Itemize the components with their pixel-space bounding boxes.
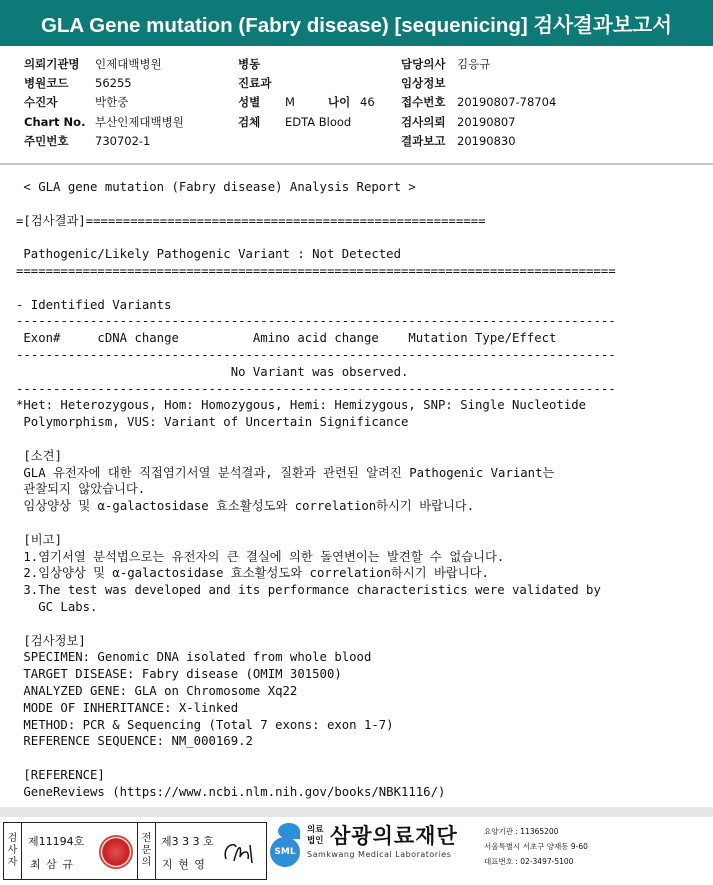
header-field-value: 46 xyxy=(360,95,375,109)
report-line: GLA 유전자에 대한 직접염기서열 분석결과, 질환과 관련된 알려진 Pathogenic Variant는 xyxy=(16,465,555,480)
header-field-label: 주민번호 xyxy=(24,134,69,148)
sml-logo-icon: SML xyxy=(270,837,300,867)
header-field xyxy=(24,115,184,129)
org-name: 삼광의료재단 xyxy=(330,824,458,848)
org-info: 요양기관 : 11365200 서울특별시 서초구 양재동 9-60 대표번호 : 02-3497-5100 xyxy=(484,827,588,866)
report-line xyxy=(16,750,616,767)
report-line: 3.The test was developed and its performance characteristics were validated by xyxy=(16,583,601,598)
examiner-name: 최 삼 규 xyxy=(30,858,74,871)
report-line: REFERENCE SEQUENCE: NM_000169.2 xyxy=(16,734,253,749)
report-line: MODE OF INHERITANCE: X-linked xyxy=(16,700,239,715)
header-field-value: 인제대백병원 xyxy=(95,57,162,71)
report-line xyxy=(16,431,616,448)
header-field xyxy=(24,95,128,109)
header-field-value: 20190807-78704 xyxy=(457,95,557,109)
report-line: Pathogenic/Likely Pathogenic Variant : Not Detected xyxy=(16,247,401,262)
label-specialist: 전 문 의 xyxy=(137,823,156,879)
report-line: --------------------------------------------------------------------------------- xyxy=(16,347,616,362)
header-field xyxy=(401,115,516,129)
report-line: --------------------------------------------------------------------------------- xyxy=(16,314,616,329)
org-english-name: Samkwang Medical Laboratories xyxy=(307,850,452,859)
specialist-license: 제3 3 3 호 xyxy=(161,835,214,848)
footer-band xyxy=(0,807,713,817)
header-field xyxy=(24,57,162,71)
header-field-label: 성별 xyxy=(238,95,261,109)
header-field-value: 김응규 xyxy=(457,57,491,71)
header-field-label: 접수번호 xyxy=(401,95,446,109)
report-line: No Variant was observed. xyxy=(16,364,409,379)
header-field xyxy=(24,134,150,148)
header-field xyxy=(238,76,285,90)
report-line: GC Labs. xyxy=(16,599,98,614)
label-examiner: 검 사 자 xyxy=(4,823,22,879)
header-field-label: 검체 xyxy=(238,115,261,129)
header-field-value: 20190830 xyxy=(457,134,516,148)
header-field xyxy=(401,76,457,90)
header-field-value: 부산인제대백병원 xyxy=(95,115,184,129)
header-field xyxy=(238,115,351,129)
report-line: METHOD: PCR & Sequencing (Total 7 exons: exon 1-7) xyxy=(16,717,394,732)
report-line: *Het: Heterozygous, Hom: Homozygous, Hemi: Hemizygous, SNP: Single Nucleotide xyxy=(16,398,587,413)
header-field-label: 의뢰기관명 xyxy=(24,57,80,71)
header-field-value: 박한중 xyxy=(95,95,129,109)
report-line: Polymorphism, VUS: Variant of Uncertain Significance xyxy=(16,415,409,430)
report-line: SPECIMEN: Genomic DNA isolated from whole blood xyxy=(16,650,372,665)
report-line: [비고] xyxy=(16,532,62,547)
header-field xyxy=(401,95,556,109)
footer xyxy=(0,817,713,885)
header-field-label: 검사의뢰 xyxy=(401,115,446,129)
report-line: 2.임상양상 및 α-galactosidase 효소활성도와 correlation하시기 바랍니다. xyxy=(16,566,489,581)
header-field-label: 담당의사 xyxy=(401,57,446,71)
report-line: < GLA gene mutation (Fabry disease) Analysis Report > xyxy=(16,180,416,194)
report-line: GeneReviews (https://www.ncbi.nlm.nih.gov/books/NBK1116/) xyxy=(16,784,446,799)
org-prefix: 의료 법인 xyxy=(307,825,324,846)
examiner-license: 제11194호 xyxy=(28,835,85,848)
report-line xyxy=(16,280,616,297)
report-line: [소견] xyxy=(16,448,62,463)
header-field-value: 20190807 xyxy=(457,115,516,129)
header-field-value: 56255 xyxy=(95,76,132,90)
report-line: 관찰되지 않았습니다. xyxy=(16,482,146,497)
header-field-label: 나이 xyxy=(328,95,351,109)
report-line: 1.염기서열 분석법으로는 유전자의 큰 결실에 의한 돌연변이는 발견할 수 없습니다. xyxy=(16,549,505,564)
specialist-name: 지 현 영 xyxy=(162,858,206,871)
header-field xyxy=(401,57,490,71)
header-field xyxy=(401,134,516,148)
report-line: 임상양상 및 α-galactosidase 효소활성도와 correlation하시기 바랍니다. xyxy=(16,499,475,514)
report-line: TARGET DISEASE: Fabry disease (OMIM 301500) xyxy=(16,667,342,682)
header-field-value: M xyxy=(285,95,295,109)
header-field-label: Chart No. xyxy=(24,115,86,129)
header-field-value: 730702-1 xyxy=(95,134,151,148)
report-line: [REFERENCE] xyxy=(16,767,105,782)
report-line: ================================================================================= xyxy=(16,263,616,278)
signature-mark xyxy=(220,837,260,867)
report-line: ANALYZED GENE: GLA on Chromosome Xq22 xyxy=(16,683,298,698)
header-field xyxy=(238,57,285,71)
header-field-label: 진료과 xyxy=(238,76,272,90)
header-field-label: 임상정보 xyxy=(401,76,446,90)
report-line xyxy=(16,616,616,633)
report-text xyxy=(16,179,616,800)
report-line: --------------------------------------------------------------------------------- xyxy=(16,381,616,396)
report-line: - Identified Variants xyxy=(16,297,172,312)
report-line: =[검사결과]====================================================== xyxy=(16,213,486,228)
header-field-label: 수진자 xyxy=(24,95,58,109)
header-field-value: EDTA Blood xyxy=(285,115,352,129)
report-line xyxy=(16,196,616,213)
header-field-label: 병동 xyxy=(238,57,261,71)
report-line xyxy=(16,515,616,532)
signature-box xyxy=(3,822,267,880)
header-field xyxy=(24,76,132,90)
header-field-label: 병원코드 xyxy=(24,76,69,90)
seal-stamp xyxy=(99,835,133,869)
report-body xyxy=(0,175,713,807)
report-line: Exon# cDNA change Amino acid change Mutation Type/Effect xyxy=(16,331,557,346)
header-field-age xyxy=(328,95,375,109)
header-divider xyxy=(0,163,713,165)
header-field-label: 결과보고 xyxy=(401,134,446,148)
report-title: GLA Gene mutation (Fabry disease) [sequenicing] 검사결과보고서 xyxy=(0,0,713,46)
header-field xyxy=(238,95,295,109)
report-line: [검사정보] xyxy=(16,633,86,648)
report-line xyxy=(16,229,616,246)
